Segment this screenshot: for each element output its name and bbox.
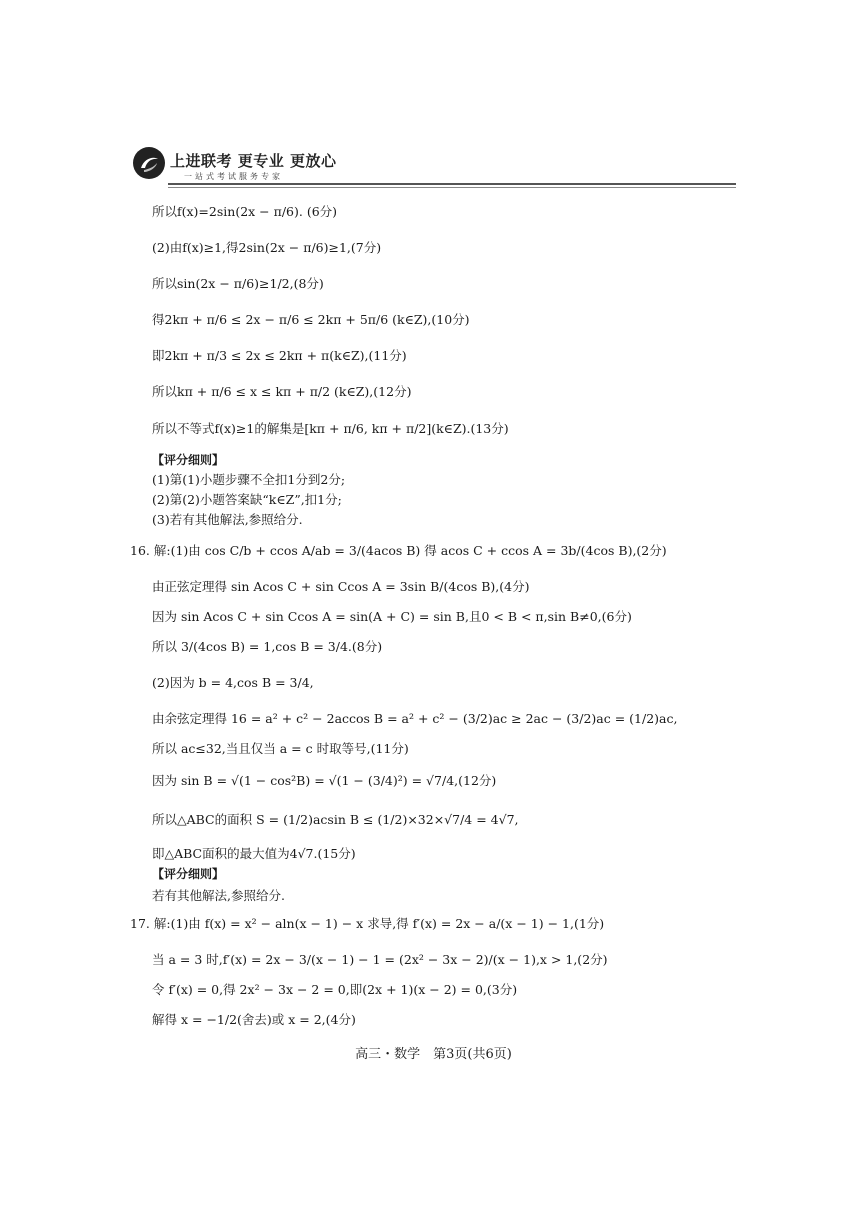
header-rule	[168, 183, 736, 185]
grading-heading: 【评分细则】	[152, 867, 225, 881]
solution-line: (2)因为 b = 4,cos B = 3/4,	[152, 675, 314, 690]
brand-name: 上进联考 更专业 更放心	[170, 152, 337, 170]
solution-line: 因为 sin B = √(1 − cos²B) = √(1 − (3/4)²) = √7/4,(12分)	[152, 773, 497, 788]
solution-line: 由余弦定理得 16 = a² + c² − 2accos B = a² + c² − (3/2)ac ≥ 2ac − (3/2)ac = (1/2)ac,	[152, 711, 678, 726]
solution-line: 令 f′(x) = 0,得 2x² − 3x − 2 = 0,即(2x + 1)(x − 2) = 0,(3分)	[152, 982, 518, 997]
solution-line: 得2kπ + π/6 ≤ 2x − π/6 ≤ 2kπ + 5π/6 (k∈Z),(10分)	[152, 312, 470, 327]
solution-line: 即2kπ + π/3 ≤ 2x ≤ 2kπ + π(k∈Z),(11分)	[152, 348, 407, 363]
solution-line: 所以 ac≤32,当且仅当 a = c 时取等号,(11分)	[152, 741, 409, 756]
grading-item: 若有其他解法,参照给分.	[152, 888, 285, 903]
grading-item: (1)第(1)小题步骤不全扣1分到2分;	[152, 472, 346, 487]
solution-line: 所以△ABC的面积 S = (1/2)acsin B ≤ (1/2)×32×√7/4 = 4√7,	[152, 812, 519, 827]
logo-icon	[132, 146, 166, 180]
grading-heading: 【评分细则】	[152, 453, 225, 467]
header-rule-thin	[168, 187, 736, 188]
solution-line: 所以不等式f(x)≥1的解集是[kπ + π/6, kπ + π/2](k∈Z).(13分)	[152, 421, 509, 436]
page-header	[132, 146, 736, 188]
problem-17-start: 17. 解:(1)由 f(x) = x² − aln(x − 1) − x 求导,得 f′(x) = 2x − a/(x − 1) − 1,(1分)	[130, 916, 605, 931]
solution-line: 所以 3/(4cos B) = 1,cos B = 3/4.(8分)	[152, 639, 383, 654]
grading-item: (2)第(2)小题答案缺“k∈Z”,扣1分;	[152, 492, 342, 507]
solution-line: 解得 x = −1/2(舍去)或 x = 2,(4分)	[152, 1012, 356, 1027]
problem-16-start: 16. 解:(1)由 cos C/b + ccos A/ab = 3/(4acos B) 得 acos C + ccos A = 3b/(4cos B),(2分)	[130, 543, 667, 558]
solution-line: 所以f(x)=2sin(2x − π/6). (6分)	[152, 204, 338, 219]
solution-line: 因为 sin Acos C + sin Ccos A = sin(A + C) = sin B,且0 < B < π,sin B≠0,(6分)	[152, 609, 632, 624]
solution-line: (2)由f(x)≥1,得2sin(2x − π/6)≥1,(7分)	[152, 240, 382, 255]
page-footer: 高三・数学 第3页(共6页)	[355, 1047, 512, 1062]
solution-line: 由正弦定理得 sin Acos C + sin Ccos A = 3sin B/(4cos B),(4分)	[152, 579, 530, 594]
solution-line: 即△ABC面积的最大值为4√7.(15分)	[152, 846, 356, 861]
solution-line: 当 a = 3 时,f′(x) = 2x − 3/(x − 1) − 1 = (2x² − 3x − 2)/(x − 1),x > 1,(2分)	[152, 952, 608, 967]
solution-line: 所以sin(2x − π/6)≥1/2,(8分)	[152, 276, 324, 291]
brand-slogan: 一站式考试服务专家	[184, 172, 283, 181]
solution-line: 所以kπ + π/6 ≤ x ≤ kπ + π/2 (k∈Z),(12分)	[152, 384, 412, 399]
grading-item: (3)若有其他解法,参照给分.	[152, 512, 303, 527]
